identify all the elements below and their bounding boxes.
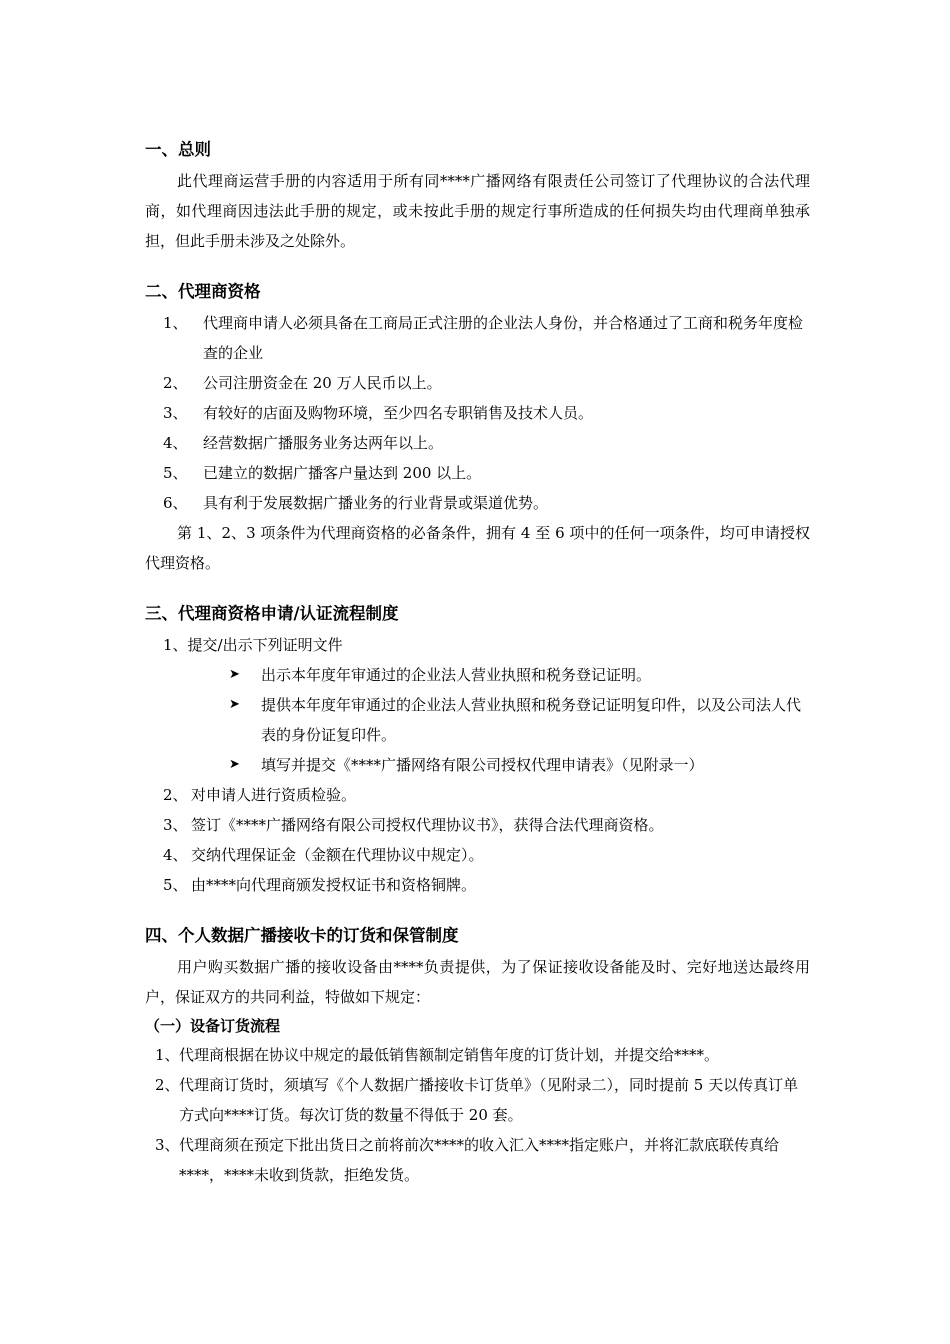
list-item <box>145 308 810 368</box>
list-item <box>145 840 810 870</box>
item-number: 5、 <box>163 464 188 482</box>
list-item <box>145 1040 810 1070</box>
item-text: 代理商根据在协议中规定的最低销售额制定销售年度的订货计划，并提交给****。 <box>179 1046 720 1064</box>
list-item <box>145 630 810 660</box>
bullet-text: 提供本年度年审通过的企业法人营业执照和税务登记证明复印件，以及公司法人代表的身份证复印件。 <box>261 696 802 744</box>
list-item <box>145 1130 810 1190</box>
list-item <box>145 488 810 518</box>
qualification-note: 第 1、2、3 项条件为代理商资格的必备条件，拥有 4 至 6 项中的任何一项条件，均可申请授权代理资格。 <box>145 524 810 572</box>
list-item <box>145 870 810 900</box>
item-number: 4、 <box>163 846 188 864</box>
ordering-paragraph: 用户购买数据广播的接收设备由****负责提供，为了保证接收设备能及时、完好地送达最终用户，保证双方的共同利益，特做如下规定： <box>145 958 810 1006</box>
subsection-heading-order-process: （一）设备订货流程 <box>145 1017 281 1035</box>
application-list <box>145 630 810 900</box>
document-page <box>145 138 810 1190</box>
list-item <box>145 428 810 458</box>
item-text: 已建立的数据广播客户量达到 200 以上。 <box>203 464 482 482</box>
list-item <box>145 398 810 428</box>
list-item <box>145 780 810 810</box>
item-number: 3、 <box>163 816 188 834</box>
spacer <box>145 256 810 280</box>
section-heading-ordering: 四、个人数据广播接收卡的订货和保管制度 <box>145 926 459 945</box>
item-text: 代理商须在预定下批出货日之前将前次****的收入汇入****指定账户，并将汇款底联传真给****，****未收到货款，拒绝发货。 <box>179 1136 780 1184</box>
arrowhead-bullet-icon: ➤ <box>229 667 240 682</box>
bullet-item <box>145 660 810 690</box>
bullet-item <box>145 690 810 750</box>
spacer <box>145 900 810 924</box>
item-number: 1、 <box>155 1046 180 1064</box>
list-item <box>145 1070 810 1130</box>
section-heading-qualification: 二、代理商资格 <box>145 282 261 301</box>
item-text: 交纳代理保证金（金额在代理协议中规定）。 <box>191 846 484 864</box>
item-text: 代理商申请人必须具备在工商局正式注册的企业法人身份，并合格通过了工商和税务年度检查的企业 <box>203 314 804 362</box>
item-number: 4、 <box>163 434 188 452</box>
item-number: 5、 <box>163 876 188 894</box>
item-text: 具有利于发展数据广播业务的行业背景或渠道优势。 <box>203 494 549 512</box>
qualification-list <box>145 308 810 518</box>
item-number: 2、 <box>155 1076 180 1094</box>
item-number: 3、 <box>163 404 188 422</box>
list-item <box>145 810 810 840</box>
item-text: 代理商订货时，须填写《个人数据广播接收卡订货单》（见附录二），同时提前 5 天以传真订单方式向****订货。每次订货的数量不得低于 20 套。 <box>179 1076 799 1124</box>
arrowhead-bullet-icon: ➤ <box>229 757 240 772</box>
item-text: 由****向代理商颁发授权证书和资格铜牌。 <box>191 876 477 894</box>
bullet-text: 填写并提交《****广播网络有限公司授权代理申请表》（见附录一） <box>261 756 704 774</box>
item-text: 签订《****广播网络有限公司授权代理协议书》，获得合法代理商资格。 <box>191 816 664 834</box>
item-text: 对申请人进行资质检验。 <box>191 786 357 804</box>
item-text: 公司注册资金在 20 万人民币以上。 <box>203 374 442 392</box>
item-text: 经营数据广播服务业务达两年以上。 <box>203 434 444 452</box>
general-paragraph: 此代理商运营手册的内容适用于所有同****广播网络有限责任公司签订了代理协议的合法代理商，如代理商因违法此手册的规定，或未按此手册的规定行事所造成的任何损失均由代理商单独承担，但此手册未涉及之处除外。 <box>145 172 810 250</box>
section-heading-general: 一、总则 <box>145 140 211 159</box>
list-item <box>145 458 810 488</box>
list-item <box>145 368 810 398</box>
section-heading-application: 三、代理商资格申请/认证流程制度 <box>145 604 399 623</box>
arrowhead-bullet-icon: ➤ <box>229 697 240 712</box>
bullet-item <box>145 750 810 780</box>
item-number: 2、 <box>163 374 188 392</box>
item-text: 1、提交/出示下列证明文件 <box>163 636 343 654</box>
ordering-list <box>145 1040 810 1190</box>
item-number: 1、 <box>163 314 188 332</box>
item-text: 有较好的店面及购物环境，至少四名专职销售及技术人员。 <box>203 404 594 422</box>
item-number: 3、 <box>155 1136 180 1154</box>
item-number: 2、 <box>163 786 188 804</box>
item-number: 6、 <box>163 494 188 512</box>
spacer <box>145 578 810 602</box>
bullet-text: 出示本年度年审通过的企业法人营业执照和税务登记证明。 <box>261 666 652 684</box>
